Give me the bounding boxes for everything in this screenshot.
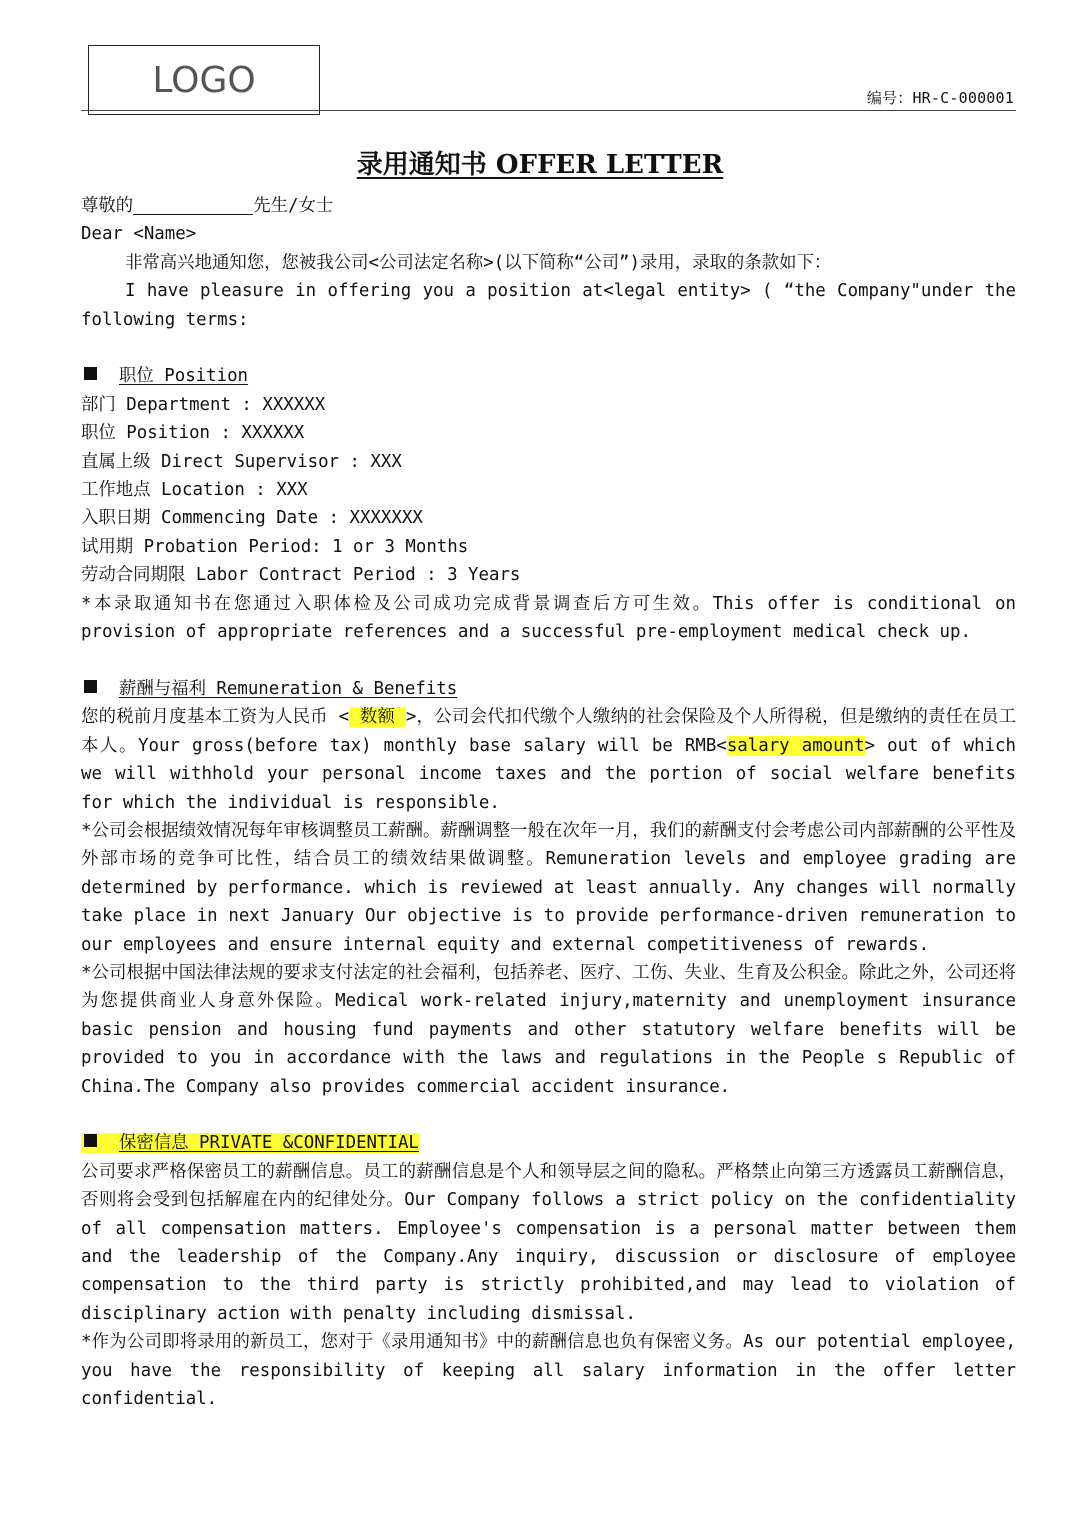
confidential-section-heading xyxy=(81,1129,1016,1157)
page-title-text: 录用通知书 OFFER LETTER xyxy=(356,150,724,180)
field-location: 工作地点 Location : XXX xyxy=(81,480,308,501)
salary-text-a: 您的税前月度基本工资为人民币 < xyxy=(81,707,350,728)
confidential-note: *作为公司即将录用的新员工，您对于《录用通知书》中的薪酬信息也负有保密义务。As our potential employee, you have the responsibility of keeping all salary information in the offer letter confidential. xyxy=(81,1332,1016,1410)
greeting-en: Dear <Name> xyxy=(81,224,197,245)
spacer xyxy=(81,646,1016,674)
position-note: *本录取通知书在您通过入职体检及公司成功完成背景调查后方可生效。This offer is conditional on provision of appropriate references and a successful pre-employment medical check up. xyxy=(81,593,1016,643)
greeting-cn-suffix: 先生/女士 xyxy=(253,196,334,216)
spacer xyxy=(81,1101,1016,1129)
intro-en: I have pleasure in offering you a position at<legal entity> ( “the Company"under the following terms: xyxy=(81,281,1016,330)
spacer xyxy=(81,334,1016,362)
field-department: 部门 Department : XXXXXX xyxy=(81,394,326,415)
confidential-heading-highlight xyxy=(81,1133,419,1153)
name-blank-line xyxy=(133,194,253,215)
field-supervisor: 直属上级 Direct Supervisor : XXX xyxy=(81,451,402,472)
salary-text-b: >，公司会代扣代缴个人缴纳的社会保险及个人所得税，但是缴纳的责任在员工本人。Your gross(before tax) monthly base salary will be RMB< xyxy=(81,707,1016,756)
bullet-square-icon xyxy=(84,680,97,693)
bullet-square-icon xyxy=(84,367,97,380)
salary-paragraph xyxy=(81,703,1016,817)
document-number-label: 编号： xyxy=(866,89,913,107)
field-contract-period: 劳动合同期限 Labor Contract Period : 3 Years xyxy=(81,565,521,586)
field-position: 职位 Position : XXXXXX xyxy=(81,423,305,444)
salary-text-c: > out of which we will withhold your personal income taxes and the portion of social welfare benefits for which the individual is responsible. xyxy=(81,735,1016,813)
remuneration-section-title: 薪酬与福利 Remuneration & Benefits xyxy=(119,678,458,699)
document-number-value: HR-C-000001 xyxy=(912,89,1014,107)
field-commencing-date: 入职日期 Commencing Date : XXXXXXX xyxy=(81,508,423,529)
salary-amount-cn-highlight: 数额 xyxy=(349,707,406,728)
logo-placeholder: LOGO xyxy=(88,45,320,115)
intro-cn: 非常高兴地通知您，您被我公司<公司法定名称>(以下简称“公司”)录用，录取的条款如下： xyxy=(125,252,832,273)
remuneration-note-review: *公司会根据绩效情况每年审核调整员工薪酬。薪酬调整一般在次年一月，我们的薪酬支付会考虑公司内部薪酬的公平性及外部市场的竞争可比性，结合员工的绩效结果做调整。Remuneration levels and employee grading are determined by performance. which is reviewed at least annually. Any changes will normally take place in next January Our objective is to provide performance-driven remuneration to our employees and ensure internal equity and external competitiveness of rewards. xyxy=(81,820,1016,955)
page-title xyxy=(0,144,1080,181)
greeting-cn-prefix: 尊敬的 xyxy=(81,196,134,216)
document-number xyxy=(867,87,1014,108)
letter-body xyxy=(81,192,1016,1413)
greeting-cn xyxy=(81,192,1016,220)
salary-amount-en-highlight: salary amount xyxy=(726,735,865,756)
field-probation-period: 试用期 Probation Period: 1 or 3 Months xyxy=(81,536,469,557)
confidential-paragraph: 公司要求严格保密员工的薪酬信息。员工的薪酬信息是个人和领导层之间的隐私。严格禁止向第三方透露员工薪酬信息，否则将会受到包括解雇在内的纪律处分。Our Company follows a strict policy on the confidentiality of all compensation matters. Employee's compensation is a personal matter between them and the leadership of the Company.Any inquiry, discussion or disclosure of employee compensation to the third party is strictly prohibited,and may lead to violation of disciplinary action with penalty including dismissal. xyxy=(81,1161,1016,1324)
header-rule xyxy=(81,110,1016,111)
remuneration-note-benefits: *公司根据中国法律法规的要求支付法定的社会福利，包括养老、医疗、工伤、失业、生育及公积金。除此之外，公司还将为您提供商业人身意外保险。Medical work-related injury,maternity and unemployment insurance basic pension and housing fund payments and other statutory welfare benefits will be provided to you in accordance with the laws and regulations in the People s Republic of China.The Company also provides commercial accident insurance. xyxy=(81,962,1016,1097)
position-section-heading xyxy=(81,362,1016,390)
bullet-square-icon xyxy=(84,1134,97,1147)
position-section-title: 职位 Position xyxy=(119,366,249,387)
remuneration-section-heading xyxy=(81,675,1016,703)
confidential-section-title: 保密信息 PRIVATE &CONFIDENTIAL xyxy=(119,1133,419,1154)
